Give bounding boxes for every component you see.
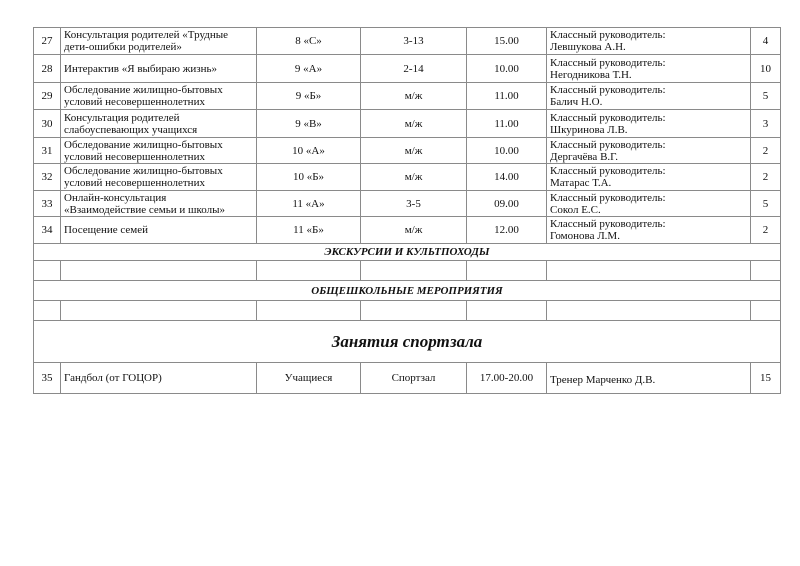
empty-row [34,301,781,321]
event-name [61,138,257,164]
event-line-1: Интерактив «Я выбираю жизнь» [64,62,217,75]
participant-count: 5 [751,83,781,110]
empty-cell [361,301,467,321]
responsible-role: Классный руководитель: [550,111,666,124]
empty-cell [547,301,751,321]
class-name: 10 «Б» [257,164,361,191]
section-gym-title: Занятия спортзала [34,321,781,363]
participants: Учащиеся [257,363,361,394]
section-school-events-title: ОБЩЕШКОЛЬНЫЕ МЕРОПРИЯТИЯ [34,281,781,301]
event-line-1: Консультация родителей «Трудные [64,29,229,41]
time: 17.00-20.00 [467,363,547,394]
time: 10.00 [467,55,547,83]
location: 3-13 [361,28,467,55]
table-row [34,28,781,55]
event-line-1: Посещение семей [64,224,149,236]
event-line-2: слабоуспевающих учащихся [64,123,198,136]
row-number: 28 [34,55,61,83]
class-name: 8 «С» [257,28,361,55]
responsible-role: Классный руководитель: [550,191,666,204]
participant-count: 4 [751,28,781,55]
responsible [547,191,751,217]
event-name [61,28,257,55]
time: 09.00 [467,191,547,217]
responsible-role: Классный руководитель: [550,218,666,230]
event-name [61,83,257,110]
location: м/ж [361,217,467,244]
table-row [34,363,781,394]
event-name: Гандбол (от ГОЦОР) [61,363,257,394]
participant-count: 2 [751,138,781,164]
event-name [61,55,257,83]
responsible-role: Классный руководитель: [550,165,666,177]
participant-count: 2 [751,217,781,244]
responsible [547,83,751,110]
participant-count: 10 [751,55,781,83]
empty-cell [361,261,467,281]
empty-cell [547,261,751,281]
empty-cell [751,261,781,281]
table-row [34,83,781,110]
responsible [547,217,751,244]
empty-cell [61,261,257,281]
row-number: 30 [34,110,61,138]
row-number: 29 [34,83,61,110]
time: 12.00 [467,217,547,244]
table-row [34,138,781,164]
event-line-2: дети-ошибки родителей» [64,41,182,53]
event-line-1: Обследование жилищно-бытовых [64,138,223,151]
empty-cell [34,261,61,281]
participant-count: 15 [751,363,781,394]
location: м/ж [361,164,467,191]
responsible-name: Гомонова Л.М. [550,230,620,242]
empty-cell [751,301,781,321]
row-number: 32 [34,164,61,191]
location: 3-5 [361,191,467,217]
empty-cell [467,261,547,281]
event-line-2: условий несовершеннолетних [64,96,205,108]
event-line-1: Обследование жилищно-бытовых [64,165,223,177]
participant-count: 2 [751,164,781,191]
table-row [34,55,781,83]
responsible [547,28,751,55]
empty-cell [61,301,257,321]
location: м/ж [361,83,467,110]
responsible-name: Левшукова А.Н. [550,41,626,53]
responsible-name: Негодникова Т.Н. [550,68,632,81]
class-name: 9 «В» [257,110,361,138]
participant-count: 3 [751,110,781,138]
section-header-row [34,244,781,261]
empty-cell [257,301,361,321]
row-number: 27 [34,28,61,55]
empty-row [34,261,781,281]
table-row [34,191,781,217]
activity-table [33,27,781,394]
table-row [34,110,781,138]
responsible-name: Матарас Т.А. [550,177,612,189]
event-line-1: Консультация родителей [64,111,180,124]
empty-cell [34,301,61,321]
section-header-row [34,281,781,301]
responsible-name: Балич Н.О. [550,96,603,108]
event-name [61,217,257,244]
time: 11.00 [467,83,547,110]
class-name: 11 «Б» [257,217,361,244]
responsible: Тренер Марченко Д.В. [547,363,751,394]
class-name: 9 «Б» [257,83,361,110]
row-number: 31 [34,138,61,164]
location: 2-14 [361,55,467,83]
responsible-name: Шкуринова Л.В. [550,123,628,136]
responsible-role: Классный руководитель: [550,29,666,41]
responsible-name: Дергачёва В.Г. [550,150,619,163]
empty-cell [257,261,361,281]
responsible [547,55,751,83]
row-number: 33 [34,191,61,217]
event-name [61,110,257,138]
event-line-2: условий несовершеннолетних [64,150,205,163]
empty-cell [467,301,547,321]
table-row [34,164,781,191]
section-header-row [34,321,781,363]
location: м/ж [361,110,467,138]
time: 14.00 [467,164,547,191]
event-line-2: условий несовершеннолетних [64,177,205,189]
event-name [61,191,257,217]
class-name: 10 «А» [257,138,361,164]
class-name: 11 «А» [257,191,361,217]
event-name [61,164,257,191]
responsible-name: Сокол Е.С. [550,203,601,216]
event-line-1: Обследование жилищно-бытовых [64,84,223,96]
responsible [547,110,751,138]
section-excursions-title: ЭКСКУРСИИ И КУЛЬТПОХОДЫ [34,244,781,261]
responsible-role: Классный руководитель: [550,138,666,151]
class-name: 9 «А» [257,55,361,83]
table-row [34,217,781,244]
responsible [547,138,751,164]
event-line-2: «Взаимодействие семьи и школы» [64,203,226,216]
event-line-1: Онлайн-консультация [64,191,167,204]
responsible-role: Классный руководитель: [550,56,666,69]
location: Спортзал [361,363,467,394]
row-number: 35 [34,363,61,394]
time: 11.00 [467,110,547,138]
location: м/ж [361,138,467,164]
responsible [547,164,751,191]
time: 15.00 [467,28,547,55]
responsible-role: Классный руководитель: [550,84,666,96]
participant-count: 5 [751,191,781,217]
row-number: 34 [34,217,61,244]
time: 10.00 [467,138,547,164]
